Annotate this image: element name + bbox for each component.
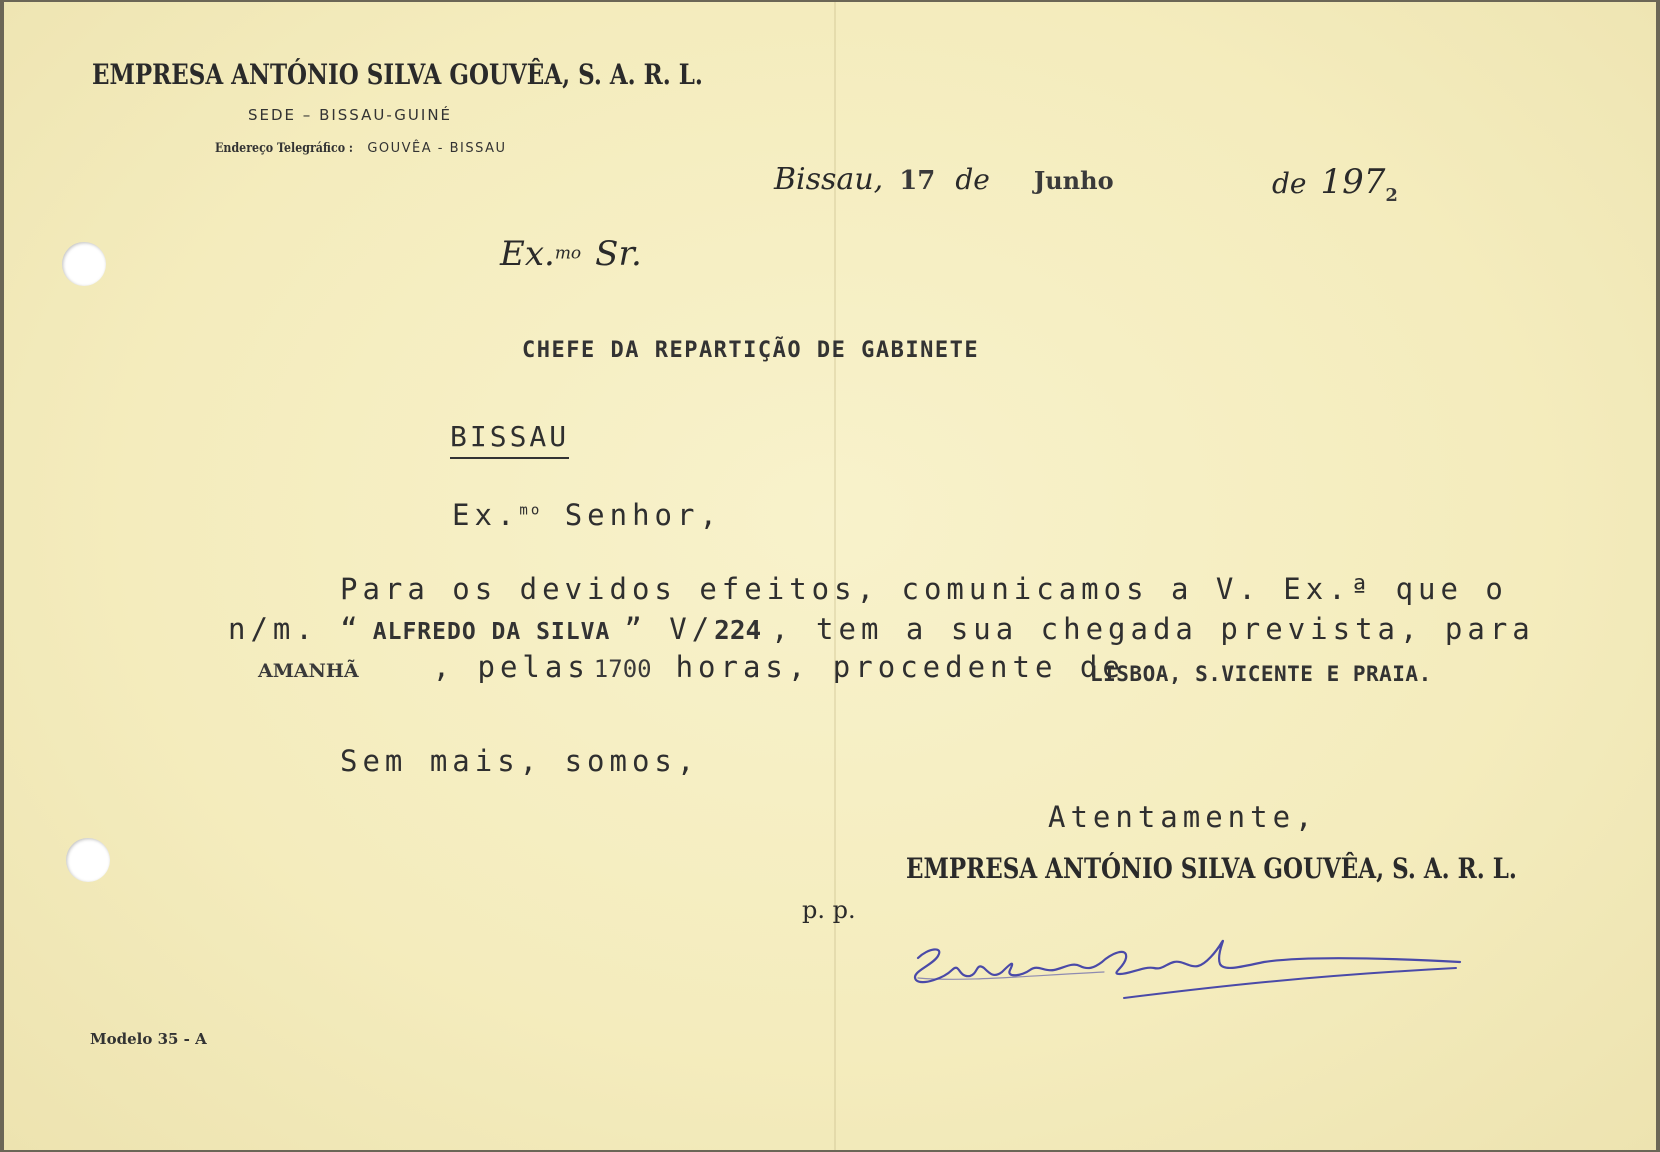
salutation-ex: Ex. bbox=[500, 234, 555, 274]
greeting-sup: mo bbox=[519, 502, 543, 519]
per-procurationem: p. p. bbox=[802, 896, 856, 924]
line2-prefix: n/m. “ bbox=[228, 612, 363, 646]
salutation-mo: mo bbox=[554, 243, 582, 264]
arrival-when: AMANHÃ bbox=[258, 660, 359, 682]
arrival-time: 1700 bbox=[593, 655, 652, 683]
line2-suffix: , tem a sua chegada prevista, para bbox=[771, 612, 1535, 646]
recipient-title: CHEFE DA REPARTIÇÃO DE GABINETE bbox=[522, 338, 980, 363]
date-year-prefix: 197 bbox=[1320, 162, 1386, 202]
salutation-sr: Sr. bbox=[595, 234, 642, 274]
handwritten-signature bbox=[904, 932, 1474, 1022]
model-number: Modelo 35 - A bbox=[90, 1030, 207, 1048]
body-closing: Sem mais, somos, bbox=[340, 744, 700, 778]
punch-hole-top bbox=[62, 242, 106, 286]
date-de-1: de bbox=[955, 163, 990, 196]
letter-page bbox=[4, 2, 1656, 1150]
recipient-city: BISSAU bbox=[450, 420, 569, 459]
date-de-2: de bbox=[1272, 167, 1307, 200]
dateline bbox=[774, 162, 1114, 197]
line3-prefix: , pelas bbox=[432, 650, 590, 684]
greeting-rest: Senhor, bbox=[564, 498, 722, 532]
recipient-city-wrap bbox=[450, 420, 569, 453]
greeting-ex: Ex. bbox=[452, 498, 520, 532]
body-line-3 bbox=[258, 650, 1125, 684]
body-greeting bbox=[452, 498, 722, 532]
voyage-number: 224 bbox=[714, 616, 762, 646]
arrival-origin: LISBOA, S.VICENTE E PRAIA. bbox=[1090, 662, 1432, 686]
body-line-2 bbox=[228, 612, 1535, 646]
line2-mid: ” V/ bbox=[624, 612, 715, 646]
letterhead-sede: SEDE – BISSAU-GUINÉ bbox=[248, 106, 453, 124]
date-year-suffix: 2 bbox=[1385, 185, 1398, 206]
telegraphic-label: Endereço Telegráfico : bbox=[215, 141, 353, 156]
date-place: Bissau, bbox=[774, 162, 884, 197]
salutation-script bbox=[500, 234, 642, 274]
telegraphic-value: GOUVÊA - BISSAU bbox=[367, 141, 507, 156]
signature-company: EMPRESA ANTÓNIO SILVA GOUVÊA, S. A. R. L. bbox=[906, 852, 1517, 885]
date-month: Junho bbox=[1033, 166, 1114, 195]
punch-hole-bottom bbox=[66, 838, 110, 882]
date-day: 17 bbox=[899, 166, 936, 196]
regards: Atentamente, bbox=[1048, 800, 1318, 834]
line3-mid: horas, procedente de bbox=[675, 650, 1125, 684]
letterhead-company: EMPRESA ANTÓNIO SILVA GOUVÊA, S. A. R. L. bbox=[92, 58, 703, 91]
letterhead-telegraphic bbox=[215, 139, 507, 157]
ship-name: ALFREDO DA SILVA bbox=[372, 619, 611, 645]
dateline-year bbox=[1272, 162, 1398, 206]
body-line-1: Para os devidos efeitos, comunicamos a V. Ex.ª que o bbox=[340, 572, 1508, 606]
